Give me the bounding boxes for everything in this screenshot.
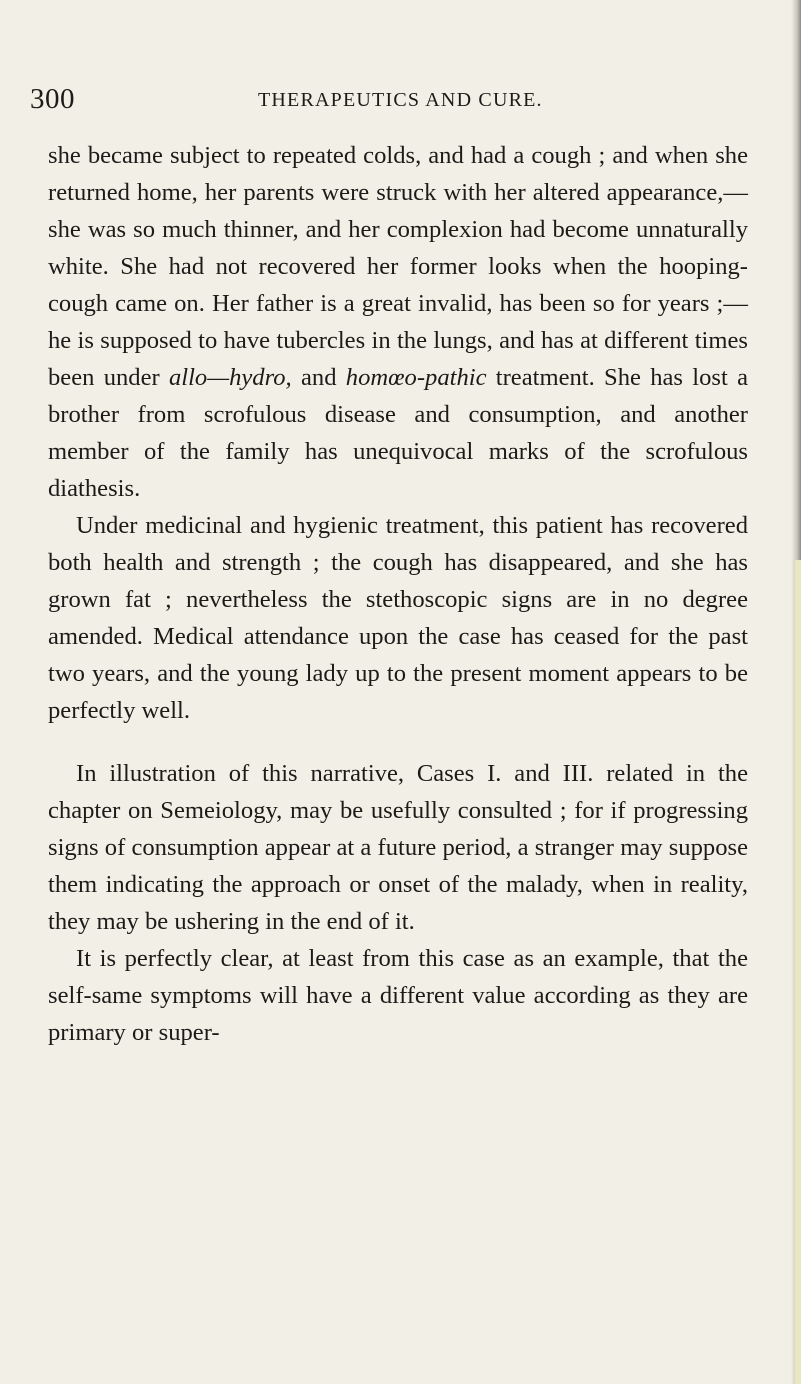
paragraph-1-text-middle: and xyxy=(291,364,346,391)
page-edge-strip xyxy=(795,560,801,1384)
paragraph-1-text-after: treatment. She has lost a brother from scrofulous disease and consumption, and another member of the family has unequivocal marks of the scrofulous diathesis. xyxy=(48,364,748,502)
paragraph-1-text-before: she became subject to repeated colds, and had a cough ; and when she returned home, her parents were struck with her altered appearance,—she was so much thinner, and her complexion had become unnaturally white. She had not recovered her former looks when the hooping-cough came on. Her father is a great invalid, has been so for years ;—he is supposed to have tubercles in the lungs, and has at different times been under xyxy=(48,142,748,391)
paragraph-conclusion: It is perfectly clear, at least from this case as an example, that the self-same symptoms will have a different value according as they are primary or super- xyxy=(48,945,748,1046)
italic-term-allo-hydro: allo—hydro, xyxy=(168,364,292,391)
page-number: 300 xyxy=(30,83,75,115)
paragraph-continued xyxy=(48,137,748,507)
italic-term-homoeopathic: homœo-pathic xyxy=(345,364,487,391)
page-header xyxy=(30,74,750,144)
running-head: THERAPEUTICS AND CURE. xyxy=(258,89,543,111)
paragraph-treatment: Under medicinal and hygienic treatment, this patient has recovered both health and strength ; the cough has disappeared, and she has grown fat ; nevertheless the stethoscopic signs are in no degree amended. Medical attendance upon the case has ceased for the past two years, and the young lady up to the present moment appears to be perfectly well. xyxy=(48,512,748,724)
body-text xyxy=(48,137,748,1051)
paragraph-illustration: In illustration of this narrative, Cases I. and III. related in the chapter on Semeiology, may be usefully consulted ; for if progressing signs of consumption appear at a future period, a stranger may suppose them indicating the approach or onset of the malady, when in reality, they may be ushering in the end of it. xyxy=(48,760,748,935)
